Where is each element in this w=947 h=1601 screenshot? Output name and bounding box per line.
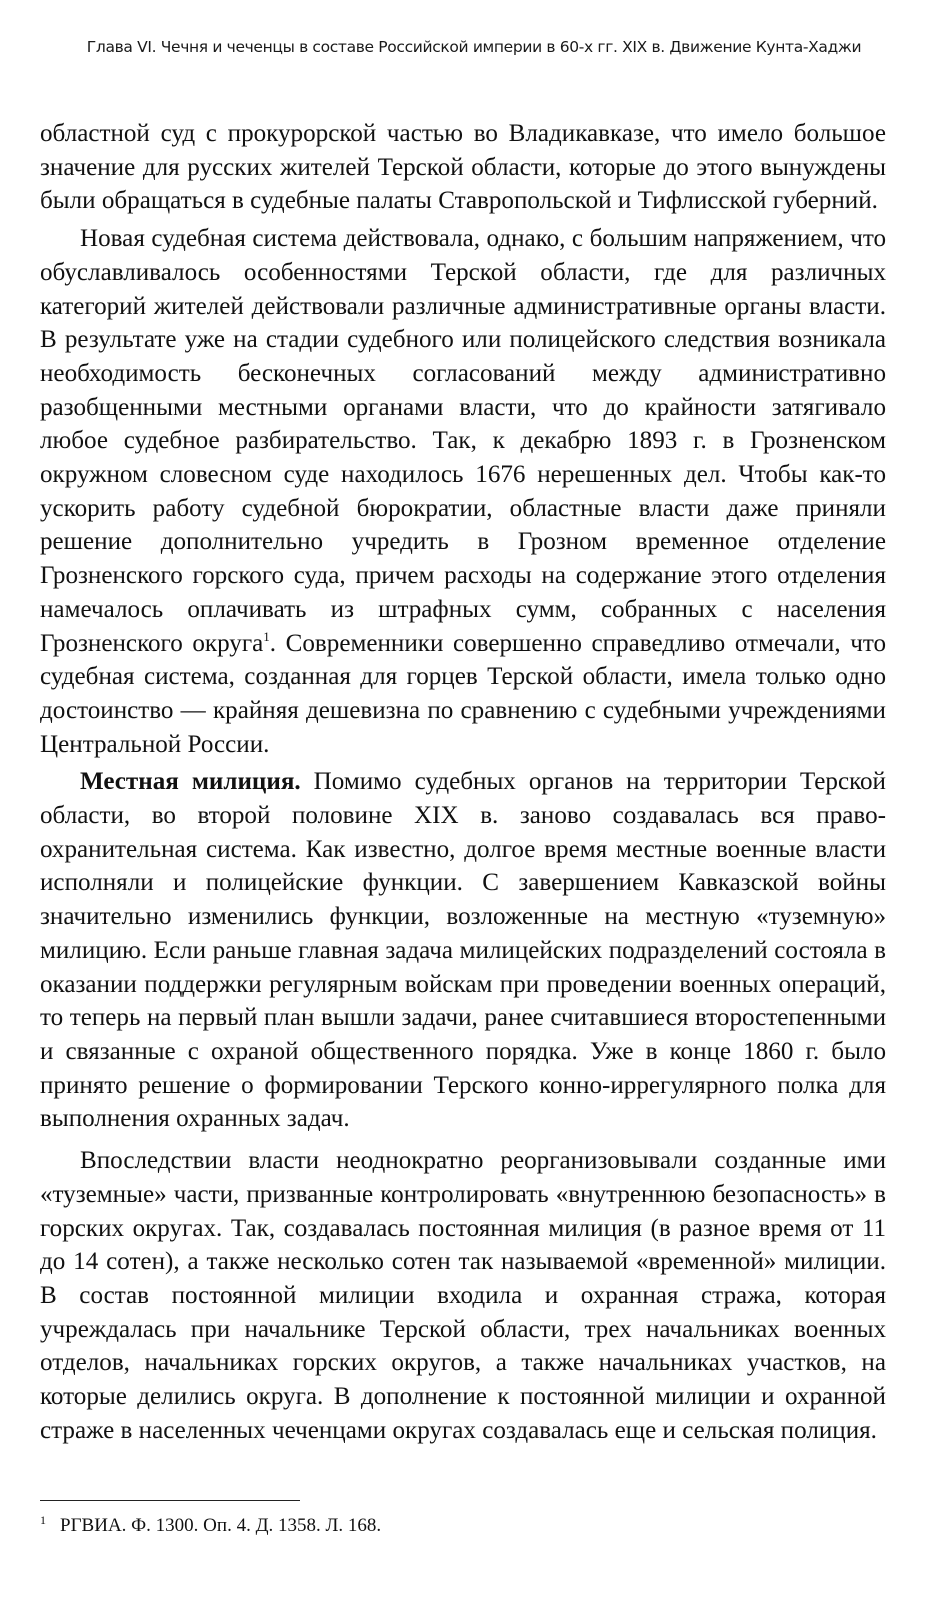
paragraph-3 bbox=[40, 765, 886, 1136]
section-run-in-heading: Местная милиция. bbox=[80, 768, 301, 796]
paragraph-2-text-b: . Современники совершенно справедливо отмечали, что судебная система, созданная для горцев Терской области, имела только одно достоинство — крайняя дешевизна по сравнению с судебными учреждениями Центральной России. bbox=[40, 629, 886, 758]
footnote-text: РГВИА. Ф. 1300. Оп. 4. Д. 1358. Л. 168. bbox=[60, 1515, 382, 1536]
body-text bbox=[40, 117, 886, 1447]
paragraph-2-text-a: Новая судебная система действовала, однако, с большим напряжением, что обуславливалось особенностями Терской области, где для различных категорий жителей действовали различные административные органы власти. В результате уже на стадии судебного или полицейского следствия возникала необходимость бесконечных согласований между административно разобщенными местными органами власти, что до крайности затягивало любое судебное разбирательство. Так, к декабрю 1893 г. в Грозненском окружном словесном суде находилось 1676 нерешенных дел. Чтобы как-то ускорить работу судебной бюрократии, областные власти даже приняли решение дополнительно учредить в Грозном временное отделение Грозненского горского суда, причем расходы на содержание этого отделения намечалось оплачивать из штрафных сумм, собранных с населения Грозненского округа bbox=[40, 225, 886, 657]
footnote-divider bbox=[40, 1500, 300, 1501]
paragraph-3-text: Помимо судебных органов на территории Терской области, во второй половине XIX в. заново создавалась вся правоохранительная система. Как известно, долгое время местные военные власти исполняли и полицейские функции. С завершением Кавказской войны значительно изменились функции, возложенные на местную «туземную» милицию. Если раньше главная задача милицейских подразделений состояла в оказании поддержки регулярным войскам при проведении военных операций, то теперь на первый план вышли задачи, ранее считавшиеся второстепенными и связанные с охраной общественного порядка. Уже в конце 1860 г. было принято решение о формировании Терского конно-иррегулярного полка для выполнения охранных задач. bbox=[40, 768, 886, 1133]
paragraph-1: областной суд с прокурорской частью во Владикавказе, что имело большое значение для русских жителей Терской области, которые до этого вынуждены были обращаться в судебные палаты Ставропольской и Тифлисской губерний. bbox=[40, 120, 886, 215]
footnote-reference: 1 bbox=[263, 628, 270, 644]
running-head: Глава VI. Чечня и чеченцы в составе Российской империи в 60-х гг. XIX в. Движение Кунта-Хаджи bbox=[86, 38, 862, 56]
paragraph-2 bbox=[40, 222, 886, 761]
footnote-mark: 1 bbox=[40, 1513, 46, 1527]
paragraph-4: Впоследствии власти неоднократно реорганизовывали созданные ими «туземные» части, призванные контролировать «внутреннюю безопасность» в горских округах. Так, создавалась постоянная милиция (в разное время от 11 до 14 сотен), а также несколько сотен так называемой «временной» милиции. В состав постоянной милиции входила и охранная стража, которая учреждалась при начальнике Терской области, трех начальниках военных отделов, начальниках горских округов, а также начальниках участков, на которые делились округа. В дополнение к постоянной милиции и охранной страже в населенных чеченцами округах создавалась еще и сельская полиция. bbox=[40, 1147, 886, 1444]
footnote bbox=[40, 1508, 886, 1538]
